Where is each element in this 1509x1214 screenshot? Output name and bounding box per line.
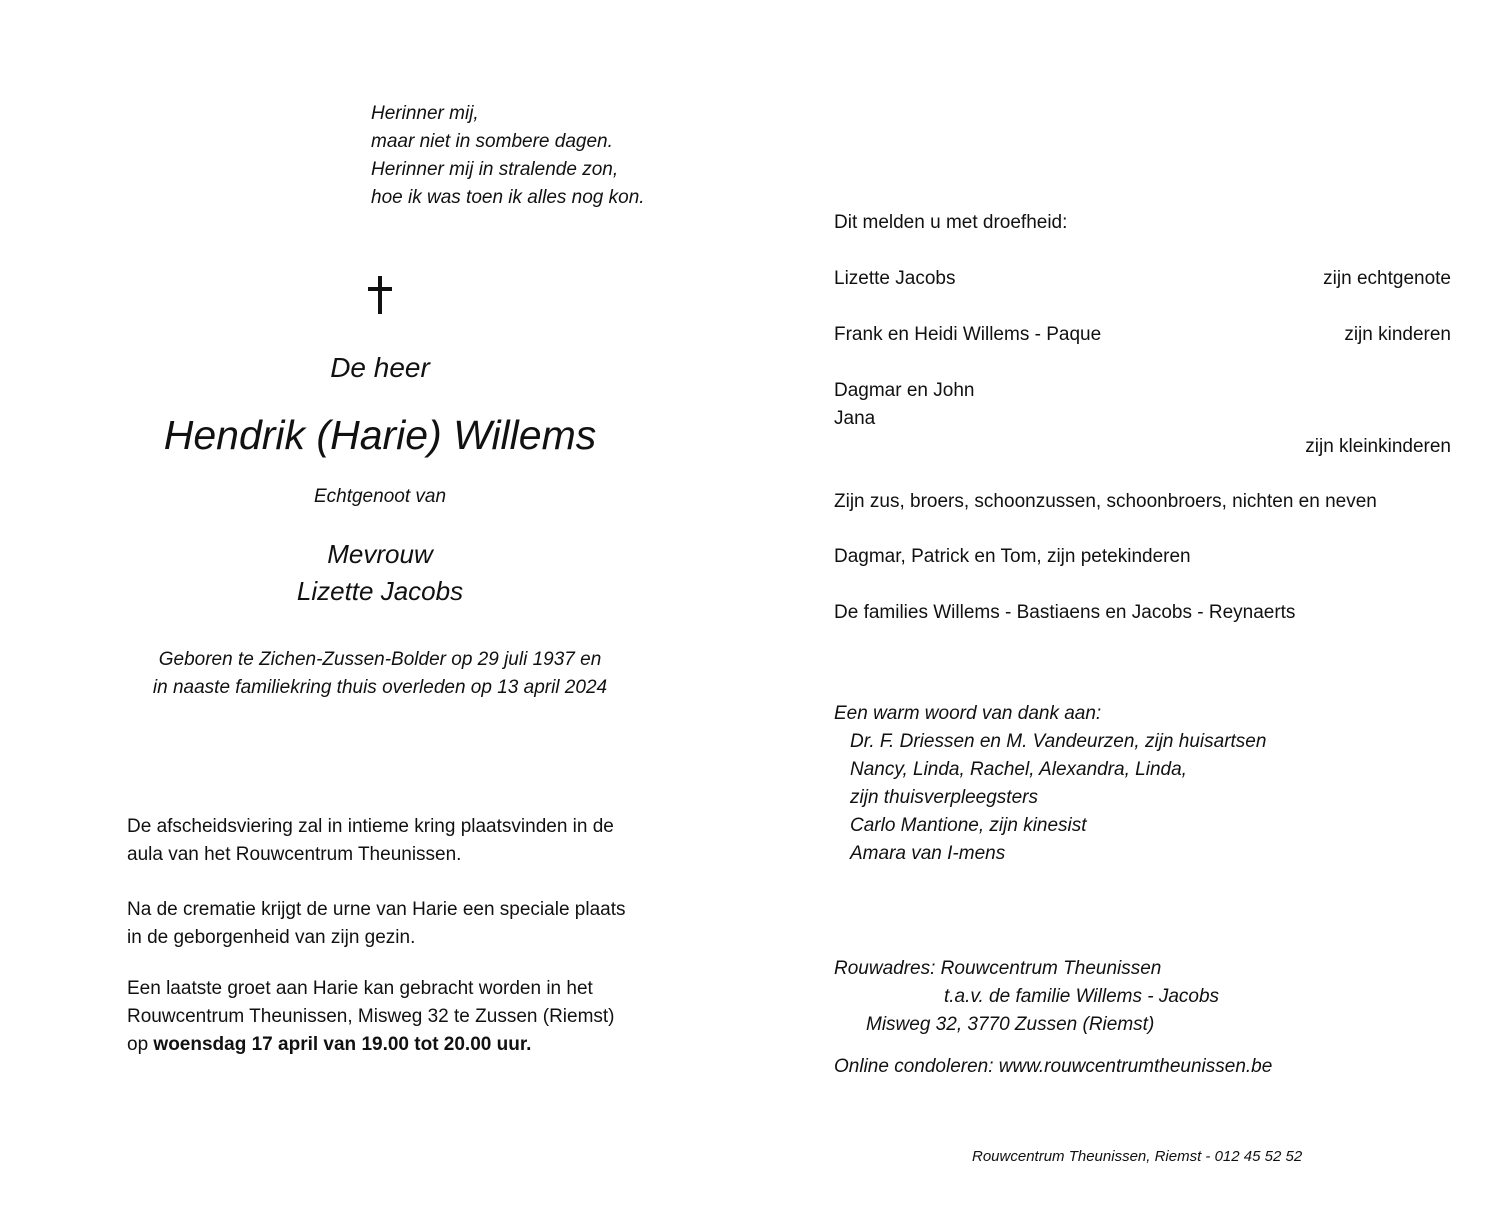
poem — [371, 100, 645, 212]
thanks-block — [834, 700, 1266, 868]
thanks-line: Amara van I-mens — [850, 843, 1006, 864]
address-line: Misweg 32, 3770 Zussen (Riemst) — [866, 1014, 1155, 1035]
died-line: in naaste familiekring thuis overleden op 13 april 2024 — [152, 677, 608, 698]
footer-credit: Rouwcentrum Theunissen, Riemst - 012 45 52 52 — [972, 1148, 1303, 1165]
announcement-intro: Dit melden u met droefheid: — [834, 212, 1068, 233]
born-line: Geboren te Zichen-Zussen-Bolder op 29 juli 1937 en — [158, 649, 602, 670]
cremation-paragraph — [127, 896, 707, 952]
text-line: Rouwcentrum Theunissen, Misweg 32 te Zussen (Riemst) — [127, 1006, 615, 1027]
relation-name: Frank en Heidi Willems - Paque — [834, 324, 1102, 345]
text-line: in de geborgenheid van zijn gezin. — [127, 927, 416, 948]
thanks-line: Dr. F. Driessen en M. Vandeurzen, zijn huisartsen — [850, 731, 1267, 752]
visitation-prefix: op — [127, 1034, 154, 1055]
address-line: t.a.v. de familie Willems - Jacobs — [944, 986, 1220, 1007]
thanks-intro: Een warm woord van dank aan: — [834, 703, 1102, 724]
spouse-block — [80, 536, 680, 610]
thanks-line: Carlo Mantione, zijn kinesist — [850, 815, 1087, 836]
relation-name: Lizette Jacobs — [834, 268, 956, 289]
spouse-intro: Echtgenoot van — [313, 486, 447, 507]
poem-line: Herinner mij in stralende zon, — [371, 159, 619, 180]
ceremony-paragraph — [127, 813, 707, 869]
text-line — [127, 1031, 707, 1059]
poem-line: Herinner mij, — [371, 103, 479, 124]
visitation-paragraph — [127, 975, 707, 1059]
spouse-name: Lizette Jacobs — [296, 576, 464, 606]
address-line: Rouwadres: Rouwcentrum Theunissen — [834, 958, 1162, 979]
cross-icon — [366, 276, 394, 314]
online-condolence: Online condoleren: www.rouwcentrumtheunissen.be — [834, 1056, 1273, 1077]
text-line: Een laatste groet aan Harie kan gebracht worden in het — [127, 978, 593, 999]
thanks-line: Nancy, Linda, Rachel, Alexandra, Linda, — [850, 759, 1187, 780]
life-dates — [80, 646, 680, 702]
relation-row-children — [834, 324, 1451, 346]
mourning-address — [834, 955, 1272, 1081]
families-line: De families Willems - Bastiaens en Jacobs - Reynaerts — [834, 602, 1296, 623]
thanks-line: zijn thuisverpleegsters — [850, 787, 1038, 808]
grandchildren-line: Dagmar en John — [834, 380, 975, 401]
godchildren-line: Dagmar, Patrick en Tom, zijn petekinderen — [834, 546, 1191, 567]
siblings-line: Zijn zus, broers, schoonzussen, schoonbroers, nichten en neven — [834, 491, 1377, 512]
grandchildren-line: Jana — [834, 408, 876, 429]
deceased-title: De heer — [330, 352, 430, 383]
relation-role-grandchildren: zijn kleinkinderen — [1305, 436, 1451, 457]
text-line: De afscheidsviering zal in intieme kring plaatsvinden in de — [127, 816, 614, 837]
poem-line: maar niet in sombere dagen. — [371, 131, 613, 152]
text-line: aula van het Rouwcentrum Theunissen. — [127, 844, 462, 865]
relation-role: zijn echtgenote — [1323, 268, 1451, 289]
relation-role: zijn kinderen — [1344, 324, 1451, 345]
poem-line: hoe ik was toen ik alles nog kon. — [371, 187, 645, 208]
spouse-title: Mevrouw — [327, 539, 433, 569]
visitation-time: woensdag 17 april van 19.00 tot 20.00 uur. — [153, 1034, 532, 1055]
text-line: Na de crematie krijgt de urne van Harie een speciale plaats — [127, 899, 626, 920]
deceased-name: Hendrik (Harie) Willems — [163, 412, 597, 458]
relation-row-spouse — [834, 268, 1451, 290]
